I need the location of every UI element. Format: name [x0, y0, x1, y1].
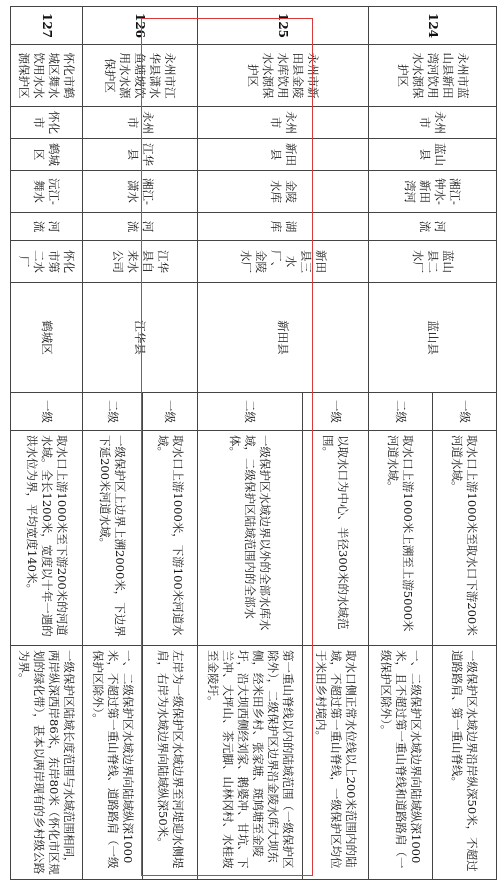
- protection-area-name: 永州市江华县潇水鱼塘坡饮用水水源保护区: [83, 45, 198, 107]
- water-plant: 新田县三水厂、金陵水厂: [198, 241, 369, 283]
- water-range: 一级保护区水域边界以外的全部水库水域，二级保护区陆域范围内的全部水体。: [198, 431, 303, 646]
- land-range: 一、二级保护区水域边界向陆域纵深1000米，不超过第一重山脊线、道路路肩（一级保护区除外）。: [83, 646, 143, 880]
- protection-area-name: 怀化市鹤城区舞水饮用水水源保护区: [11, 45, 83, 107]
- row-number: 127: [11, 7, 83, 45]
- protection-level: 一级: [11, 393, 83, 431]
- county: 鹤城区: [11, 139, 83, 171]
- county-range: 新田县: [198, 283, 369, 393]
- city: 怀化市: [11, 107, 83, 139]
- water-range: 取水口上游1000米至取水口下游200米河道水域。: [433, 431, 497, 646]
- protection-level: 二级: [83, 393, 143, 431]
- row-number: 125: [198, 7, 369, 45]
- protection-area-name: 永州市蓝山县新田湾河饮用水水源保护区: [369, 45, 497, 107]
- county-range: 江华县: [83, 283, 198, 393]
- county: 江华县: [83, 139, 198, 171]
- protection-level: 一级: [433, 393, 497, 431]
- land-range: 第一重山脊线以内的陆域范围（一级保护区除外），二级保护区边界沿金陵水库大坝东侧，经米田乡村、张家塘、斑鸠塘至金陵圩，沿大坝西侧经刘家、鹅婆冲、甘坑、下兰冲、大坪山、茶元脚、山林冈村、水桂坡至金陵圩。: [198, 646, 303, 880]
- city: 永州市: [83, 107, 198, 139]
- water-plant: 江华县自来水公司: [83, 241, 198, 283]
- table-row: [433, 7, 497, 880]
- protection-level: 一级: [143, 393, 198, 431]
- water-type: 河流: [369, 213, 497, 241]
- land-range: 取水口侧正常水位线以上200米范围内的陆域，不超过第一重山脊线，一级保护区均位于米田乡村境内。: [303, 646, 369, 880]
- row-number: 124: [369, 7, 497, 45]
- water-plant: 怀化市第二水厂: [11, 241, 83, 283]
- water-type: 湖库: [198, 213, 369, 241]
- water-type: 河流: [11, 213, 83, 241]
- water-body: 沅江-舞水: [11, 171, 83, 213]
- water-body: 金陵水库: [198, 171, 369, 213]
- city: 永州市: [198, 107, 369, 139]
- water-range: 取水口上游1000米上溯至上游5000米河道水域。: [369, 431, 433, 646]
- table-row: [11, 7, 83, 880]
- water-type: 河流: [83, 213, 198, 241]
- water-body: 湘江-钟水-新田湾河: [369, 171, 497, 213]
- water-range: 取水口上游1000米，下游100米河道水域。: [143, 431, 198, 646]
- water-range: 以取水口为中心、半径300米的水域范围。: [303, 431, 369, 646]
- protection-level: 一级: [303, 393, 369, 431]
- table-row: [143, 7, 198, 880]
- protection-area-name: 永州市新田县金陵水库饮用水水源保护区: [198, 45, 369, 107]
- water-source-protection-table: [10, 6, 497, 880]
- protection-level: 二级: [369, 393, 433, 431]
- county: 蓝山县: [369, 139, 497, 171]
- land-range: 左岸为一级保护区水域边界至河堤迎水侧堤肩，右岸为水域边界向陆域纵深50米。: [143, 646, 198, 880]
- county-range: 蓝山县: [369, 283, 497, 393]
- land-range: 一、二级保护区水域边界向陆域纵深1000米，且不超过第一重山脊线和道路路肩（一级保护区除外）。: [369, 646, 433, 880]
- water-range: 一级保护区上边界上溯2000米，下边界下延200米河道水域。: [83, 431, 143, 646]
- protection-level: 二级: [198, 393, 303, 431]
- table-row: [303, 7, 369, 880]
- city: 永州市: [369, 107, 497, 139]
- county: 新田县: [198, 139, 369, 171]
- water-body: 湘江-潇水: [83, 171, 198, 213]
- water-plant: 蓝山县二水厂: [369, 241, 497, 283]
- land-range: 一级保护区陆域长度范围与水域范围相同，两岸纵深西岸86米，东岸80米（怀化市区规划的绿化带），甚本以两岸现有的乡村级公路为界。: [11, 646, 83, 880]
- water-range: 取水口上游1000米至下游200米的河道水域。全长1200米，宽度以十年一遇的洪水位为界，平均宽度140米。: [11, 431, 83, 646]
- row-number: 126: [83, 7, 198, 45]
- land-range: 一级保护区水域边界沿岸纵深50米，不超过道路路肩、第一重山脊线。: [433, 646, 497, 880]
- county-range: 鹤城区: [11, 283, 83, 393]
